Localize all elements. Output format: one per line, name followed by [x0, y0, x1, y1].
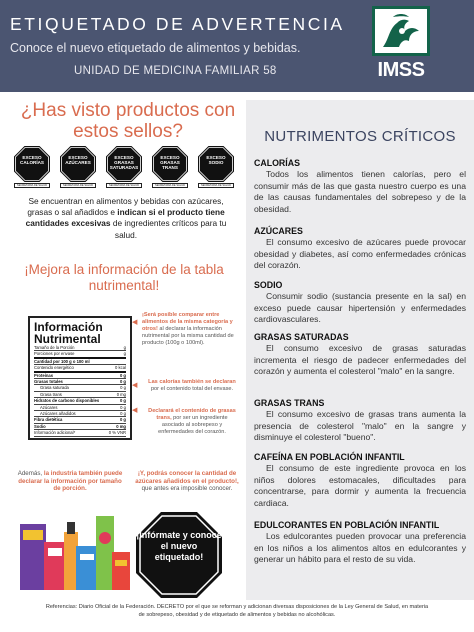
nutrition-facts-table [28, 316, 132, 440]
header-banner [0, 0, 474, 92]
imss-logo [366, 4, 436, 86]
nutrition-label: Azúcares [40, 404, 58, 410]
badge-informate [136, 512, 222, 598]
note-text: por el contenido total del envase. [150, 386, 234, 393]
note-calorias [146, 379, 238, 393]
intro-text-bold: indican si el producto tiene cantidades excesivas [25, 207, 225, 229]
nutrition-value: 0 mg [116, 423, 126, 429]
nutrition-value: 0 kcal [115, 365, 126, 371]
section-heading: GRASAS SATURADAS [254, 332, 349, 342]
page-title: ETIQUETADO DE ADVERTENCIA [10, 14, 345, 34]
section-grasas-saturadas [254, 332, 466, 378]
nutrition-value: 0 mg [116, 391, 126, 397]
note-text: por ser un ingrediente asociado al sobrepeso y enfermedades del corazón. [158, 415, 228, 436]
section-calorias [254, 158, 466, 215]
section-text: Todos los alimentos tienen calorías, pero el consumir más de las que gasta nuestro cuerpo es una de las causas fundamentales del sobrepeso y de la obesidad. [254, 169, 466, 214]
intro-text-part: de ingredientes críticos para tu salud. [110, 218, 227, 240]
section-sodio [254, 280, 466, 326]
left-column [0, 92, 246, 597]
nutrition-value: 0 g [120, 404, 126, 410]
nutrition-value: 0 g [120, 411, 126, 417]
page-subtitle: Conoce el nuevo etiquetado de alimentos y bebidas. [10, 41, 301, 55]
note-trans [146, 408, 238, 436]
seal-footer: SECRETARÍA DE SALUD [152, 183, 188, 188]
seal-footer: SECRETARÍA DE SALUD [198, 183, 234, 188]
badge-text: ¡Infórmate y conoce el nuevo etiquetado! [136, 530, 222, 562]
section-heading: SODIO [254, 280, 283, 290]
nutrition-label: Hidratos de carbono disponibles [34, 398, 100, 404]
note-bold: Las calorías también se declaran [148, 379, 236, 385]
section-edulcorantes [254, 520, 466, 566]
section-heading: AZÚCARES [254, 226, 303, 236]
nutrition-value: 0 g [119, 372, 126, 378]
seals-question: ¿Has visto productos con estos sellos? [20, 100, 236, 142]
seal-footer: SECRETARÍA DE SALUD [14, 183, 50, 188]
nutrition-label: Grasa saturada [40, 385, 69, 391]
seal-label: SODIO [208, 160, 224, 166]
section-azucares [254, 226, 466, 272]
note-bold: ¡Y, podrás conocer la cantidad de azúcares añadidos en el producto!, [135, 470, 239, 485]
section-heading: CAFEÍNA EN POBLACIÓN INFANTIL [254, 452, 405, 462]
seal-label: SATURADAS [109, 165, 139, 171]
section-text: El consumo excesivo de grasas saturadas incrementa el riesgo de padecer enfermedades del corazón y aumenta el colesterol "malo" en la sangre. [254, 343, 466, 377]
seal-label: GRASAS [114, 160, 134, 166]
arrow-icon: ◀ [132, 407, 138, 414]
section-heading: CALORÍAS [254, 158, 300, 168]
nutrition-value: 0 % VNR [108, 430, 126, 436]
note-comparar [142, 312, 242, 347]
note-text: Además, [17, 470, 44, 477]
note-text: al declarar la información nutrimental por la misma cantidad de producto (100g o 100ml). [142, 326, 234, 347]
unit-name: UNIDAD DE MEDICINA FAMILIAR 58 [74, 65, 277, 77]
imss-eagle-icon [372, 6, 430, 56]
nutrition-label: Fibra dietética [34, 417, 63, 423]
nutrition-row [34, 430, 126, 436]
section-cafeina [254, 452, 466, 509]
nutrition-rows [34, 345, 126, 437]
nutrition-label: Porciones por envase [34, 351, 75, 357]
seal-label: GRASAS [160, 160, 180, 166]
section-text: El consumo excesivo de azúcares puede provocar obesidad y diabetes, así como enfermedades crónicas del corazón. [254, 237, 466, 271]
seal-footer: SECRETARÍA DE SALUD [106, 183, 142, 188]
note-text: que antes era imposible conocer. [141, 485, 233, 493]
product-packages-illustration [18, 512, 132, 592]
seal-calorias [14, 146, 50, 188]
section-text: El consumo de este ingrediente provoca en los niños dolores estomacales, dificultades para concentrarse, para dormir y aumenta la frecuencia cardiaca. [254, 463, 466, 508]
section-text: Consumir sodio (sustancia presente en la sal) en exceso puede causar hipertensión y enfermedades cardiovasculares. [254, 291, 466, 325]
seal-label: AZÚCARES [65, 160, 91, 166]
seal-azucares [60, 146, 96, 188]
nutrition-value: g [123, 345, 126, 350]
seal-sodio [198, 146, 234, 188]
seal-label: TRANS [162, 165, 178, 171]
nutrition-value: 0 g [119, 379, 126, 385]
panel-title: NUTRIMENTOS CRÍTICOS [264, 128, 456, 145]
section-grasas-trans [254, 398, 466, 444]
imss-brand-text: IMSS [377, 59, 425, 81]
seal-grasas-saturadas [106, 146, 142, 188]
intro-text [20, 196, 232, 241]
nutrition-label: Azúcares añadidos [40, 411, 76, 417]
mejora-heading: ¡Mejora la información de la tabla nutrimental! [24, 262, 224, 293]
nutrition-value: g [123, 351, 126, 357]
nutrition-label: Cantidad por 100 g o 100 ml [34, 358, 90, 364]
intro-text-part: Se encuentran en alimentos y bebidas con azúcares, grasas o sal añadidos e [27, 196, 224, 218]
critical-nutrients-panel [246, 100, 474, 600]
note-azucares-anadidos [134, 470, 240, 493]
nutrition-row [34, 351, 126, 358]
note-bold: la industria también puede declarar la información por tamaño de porción. [18, 470, 123, 493]
nutrition-title: Información Nutrimental [34, 320, 103, 346]
section-heading: EDULCORANTES EN POBLACIÓN INFANTIL [254, 520, 440, 530]
references-footer: Referencias: Diario Oficial de la Federación. DECRETO por el que se reforman y adicionan diversas disposiciones de la Ley General de Salud, en materia de sobrepeso, obesidad y de etiquetado de alimentos y bebidas no alcohólicas. [45, 604, 429, 618]
nutrition-label: Sodio [34, 423, 46, 429]
note-bold: Declarará el contenido de grasas trans, [148, 408, 236, 422]
nutrition-label: Grasa trans [40, 391, 62, 397]
seal-label: CALORÍAS [20, 160, 44, 166]
seal-footer: SECRETARÍA DE SALUD [60, 183, 96, 188]
nutrition-label: Grasas totales [34, 379, 63, 385]
seal-label: EXCESO [22, 155, 42, 160]
nutrition-value: 0 g [119, 417, 126, 423]
nutrition-value: 0 g [120, 385, 126, 391]
seal-label: EXCESO [68, 155, 88, 160]
seal-grasas-trans [152, 146, 188, 188]
nutrition-label: Información adicional* [34, 430, 76, 436]
section-text: Los edulcorantes pueden provocar una preferencia en los niños a los alimentos altos en edulcorantes y generar un hábito para el resto de su vida. [254, 531, 466, 565]
arrow-icon: ◀ [132, 382, 138, 389]
arrow-icon: ◀ [132, 319, 138, 326]
note-bold: ¡Será posible comparar entre alimentos de la misma categoría y otros! [142, 312, 233, 333]
nutrition-value: 0 g [119, 398, 126, 404]
note-porcion [14, 470, 126, 493]
nutrition-label: Proteínas [34, 372, 54, 378]
section-text: El consumo excesivo de grasas trans aumenta la presencia de colesterol "malo" en la sangre y disminuye el colesterol "bueno". [254, 409, 466, 443]
seal-label: EXCESO [206, 155, 226, 160]
section-heading: GRASAS TRANS [254, 398, 325, 408]
nutrition-row [34, 365, 126, 372]
seal-label: EXCESO [160, 155, 180, 160]
nutrition-label: Tamaño de la Porción [34, 345, 75, 350]
warning-seals [10, 146, 238, 196]
nutrition-label: Contenido energético [34, 365, 74, 371]
seal-label: EXCESO [114, 155, 134, 160]
